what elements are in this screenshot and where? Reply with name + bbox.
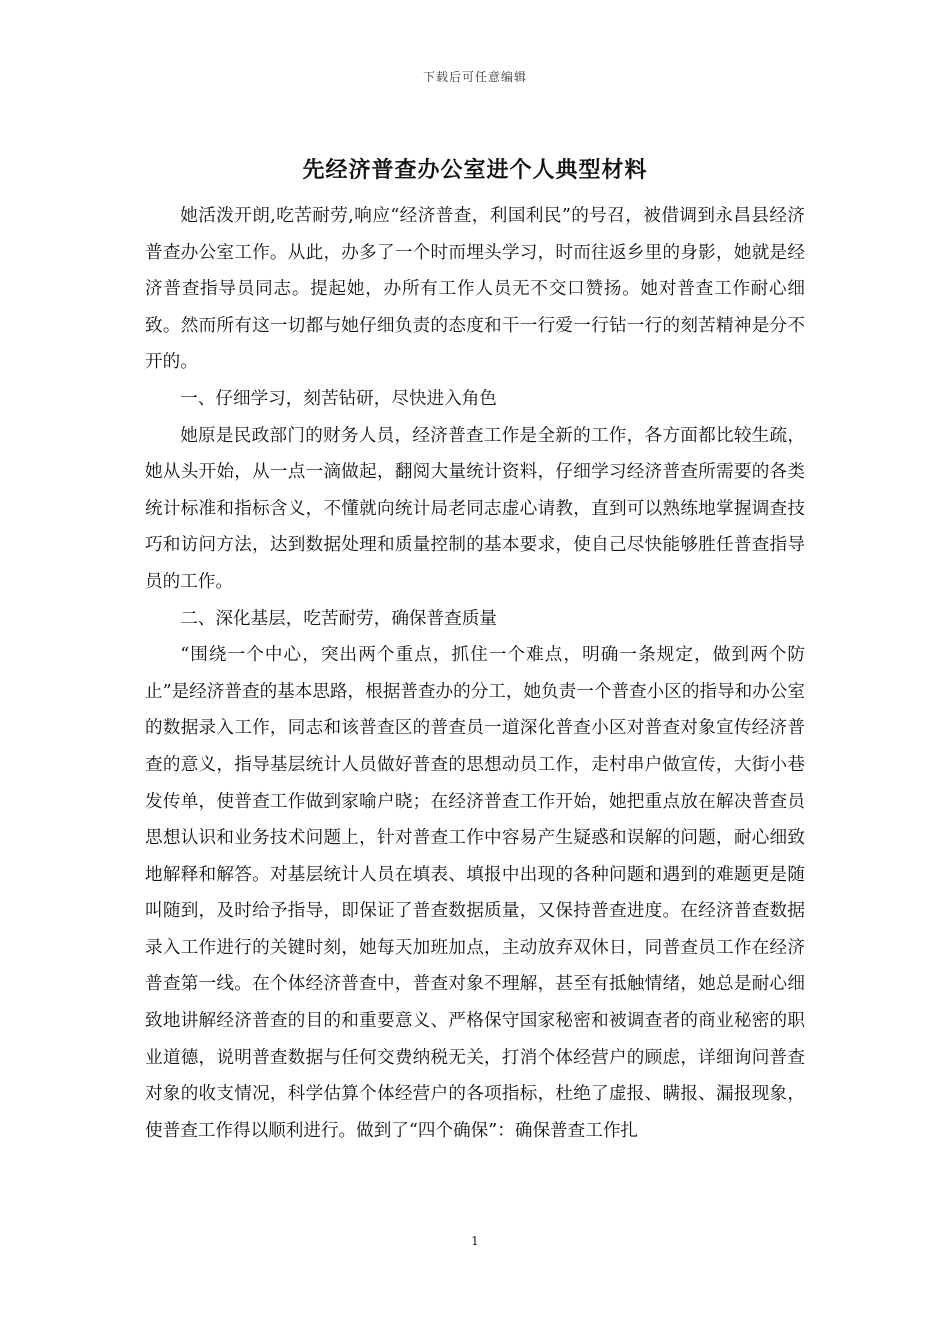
document-body [145, 198, 805, 1149]
document-title: 先经济普查办公室进个人典型材料 [302, 157, 648, 183]
header-note: 下载后可任意编辑 [422, 70, 527, 84]
paragraph-section-1: 她原是民政部门的财务人员，经济普查工作是全新的工作，各方面都比较生疏，她从头开始，从一点一滴做起，翻阅大量统计资料，仔细学习经济普查所需要的各类统计标准和指标含义，不懂就向统计局老同志虚心请教，直到可以熟练地掌握调查技巧和访问方法，达到数据处理和质量控制的基本要求，使自己尽快能够胜任普查指导员的工作。 [145, 425, 805, 592]
page-number: 1 [471, 1234, 479, 1248]
paragraph-intro: 她活泼开朗,吃苦耐劳,响应“经济普查，利国利民”的号召，被借调到永昌县经济普查办公室工作。从此，办多了一个时而埋头学习，时而往返乡里的身影，她就是经济普查指导员同志。提起她，办所有工作人员无不交口赞扬。她对普查工作耐心细致。然而所有这一切都与她仔细负责的态度和干一行爱一行钻一行的刻苦精神是分不开的。 [145, 206, 805, 373]
paragraph-section-2: “围绕一个中心，突出两个重点，抓住一个难点，明确一条规定，做到两个防止”是经济普查的基本思路，根据普查办的分工，她负责一个普查小区的指导和办公室的数据录入工作，同志和该普查区的普查员一道深化普查小区对普查对象宣传经济普查的意义，指导基层统计人员做好普查的思想动员工作，走村串户做宣传，大街小巷发传单，使普查工作做到家喻户晓；在经济普查工作开始，她把重点放在解决普查员思想认识和业务技术问题上，针对普查工作中容易产生疑惑和误解的问题，耐心细致地解释和解答。对基层统计人员在填表、填报中出现的各种问题和遇到的难题更是随叫随到，及时给予指导，即保证了普查数据质量，又保持普查进度。在经济普查数据录入工作进行的关键时刻，她每天加班加点，主动放弃双休日，同普查员工作在经济普查第一线。在个体经济普查中，普查对象不理解，甚至有抵触情绪，她总是耐心细致地讲解经济普查的目的和重要意义、严格保守国家秘密和被调查者的商业秘密的职业道德，说明普查数据与任何交费纳税无关，打消个体经营户的顾虑，详细询问普查对象的收支情况，科学估算个体经营户的各项指标，杜绝了虚报、瞒报、漏报现象，使普查工作得以顺利进行。做到了“四个确保”：确保普查工作扎 [145, 645, 805, 1141]
section-heading-2: 二、深化基层，吃苦耐劳，确保普查质量 [180, 608, 497, 629]
section-heading-1: 一、仔细学习，刻苦钻研，尽快进入角色 [180, 388, 497, 409]
